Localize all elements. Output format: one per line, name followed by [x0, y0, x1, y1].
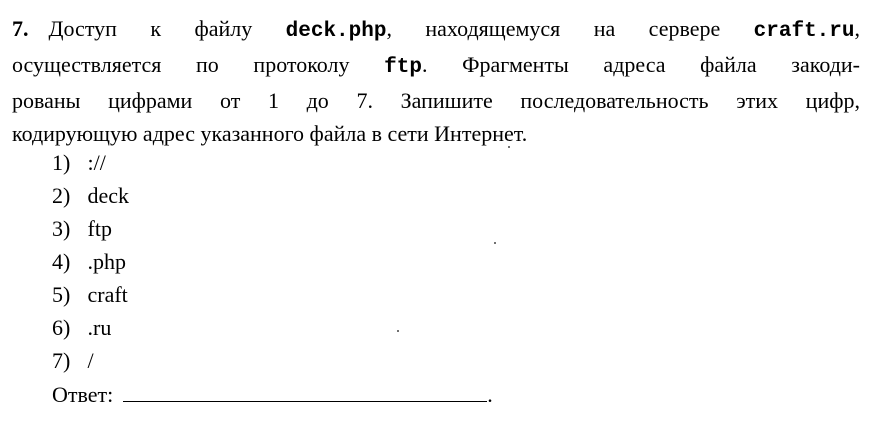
scan-speck — [508, 146, 510, 148]
task-text: рованы цифрами от 1 до 7. Запишите последовательность этих цифр, — [12, 88, 860, 113]
task-text: кодирующую адрес указанного файла в сети Интернет. — [12, 121, 528, 146]
option-item — [52, 344, 129, 377]
server-name: craft.ru — [753, 20, 855, 43]
option-text: ftp — [87, 216, 112, 241]
option-text: / — [87, 348, 94, 373]
option-number: 2) — [52, 183, 71, 208]
option-item — [52, 311, 129, 344]
answer-end-mark: . — [487, 382, 493, 407]
answer-field[interactable] — [123, 379, 487, 402]
task-text: Доступ к файлу — [48, 16, 286, 41]
option-number: 4) — [52, 249, 71, 274]
task-text: , находящемуся на сервере — [386, 16, 754, 41]
option-text: .php — [87, 249, 126, 274]
options-list — [52, 146, 129, 377]
task-text: . Фрагменты адреса файла закоди- — [421, 52, 860, 77]
option-number: 5) — [52, 282, 71, 307]
option-item — [52, 245, 129, 278]
option-item — [52, 278, 129, 311]
task-line-3 — [12, 84, 860, 117]
answer-label: Ответ: — [52, 382, 114, 407]
task-text: , — [854, 16, 860, 41]
task-line-4 — [12, 117, 860, 150]
option-item — [52, 212, 129, 245]
task-line-2 — [12, 48, 860, 84]
task-statement — [12, 12, 860, 150]
option-text: :// — [87, 150, 106, 175]
option-item — [52, 179, 129, 212]
file-name: deck.php — [285, 20, 387, 43]
task-line-1 — [12, 12, 860, 48]
scan-speck — [494, 242, 496, 244]
scan-speck — [397, 330, 399, 332]
option-text: deck — [87, 183, 130, 208]
option-number: 1) — [52, 150, 71, 175]
option-number: 7) — [52, 348, 71, 373]
task-number: 7. — [12, 16, 29, 41]
protocol-name: ftp — [384, 56, 422, 79]
option-number: 6) — [52, 315, 71, 340]
option-text: craft — [87, 282, 128, 307]
task-text: осуществляется по протоколу — [12, 52, 385, 77]
answer-row — [52, 378, 493, 411]
option-item — [52, 146, 129, 179]
option-number: 3) — [52, 216, 71, 241]
option-text: .ru — [87, 315, 112, 340]
